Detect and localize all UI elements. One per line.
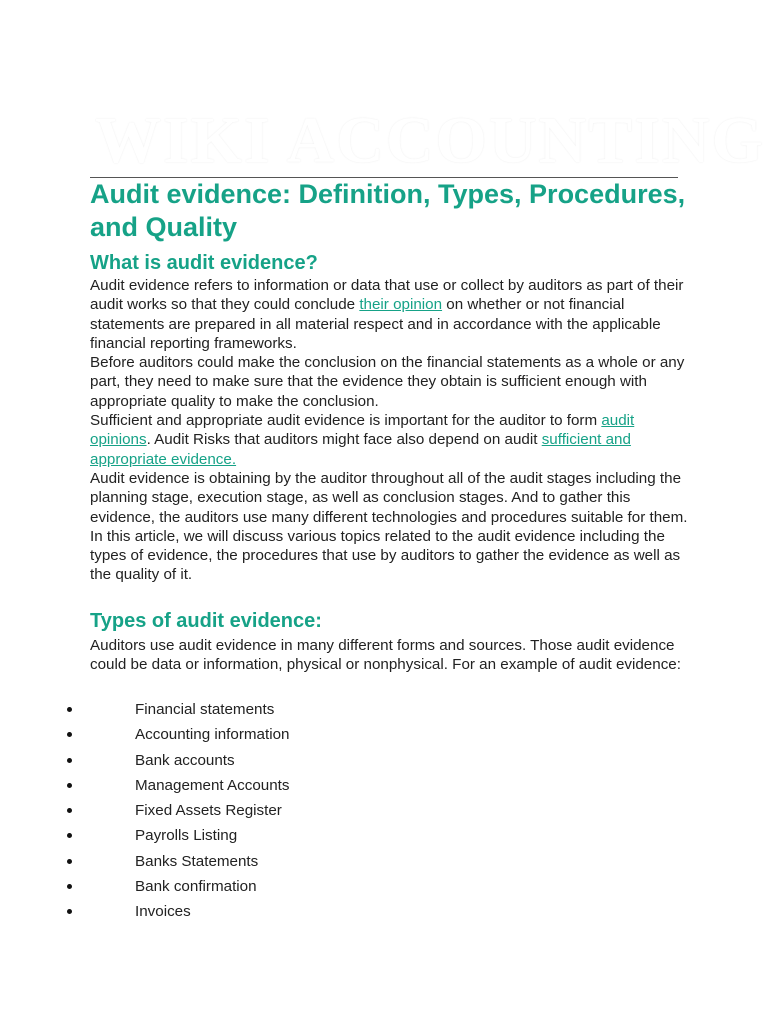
list-item [0, 725, 400, 750]
paragraph-audit-stages: Audit evidence is obtaining by the auditor throughout all of the audit stages including the planning stage, execution stage, as well as conclusion stages. And to gather this evidence, the auditors use many different technologies and procedures suitable for them. [90, 469, 688, 526]
link-their-opinion[interactable]: their opinion [359, 296, 443, 314]
bullet-icon [67, 909, 72, 914]
paragraph-text: . Audit Risks that auditors might face also depend on audit [146, 431, 542, 449]
bullet-icon [67, 758, 72, 763]
paragraph-before-conclusion: Before auditors could make the conclusion on the financial statements as a whole or any part, they need to make sure that the evidence they obtain is sufficient enough with appropriate quality to make the conclusion. [90, 354, 685, 410]
list-item-label: Management Accounts [135, 776, 290, 794]
paragraph-text: Audit evidence refers to information or data that use or collect by auditors as part of their audit works so that they could conclude [90, 277, 684, 314]
paragraph-definition [90, 276, 690, 353]
document-title: Audit evidence: Definition, Types, Procedures, and Quality [90, 179, 686, 242]
list-item-label: Accounting information [135, 726, 290, 744]
paragraph-sufficient [90, 411, 690, 469]
list-item [0, 826, 400, 851]
paragraph-text: on whether or not financial statements are prepared in all material respect and in accordance with the applicable financial reporting frameworks. [90, 296, 661, 352]
paragraph-article-scope: In this article, we will discuss various topics related to the audit evidence including the types of evidence, the procedures that use by auditors to gather the evidence as well as the quality of it. [90, 527, 681, 584]
bullet-icon [67, 859, 72, 864]
section-heading-what-is: What is audit evidence? [90, 252, 318, 274]
list-item-label: Invoices [135, 903, 191, 921]
list-item-label: Payrolls Listing [135, 827, 238, 845]
section-heading-types: Types of audit evidence: [90, 610, 322, 632]
bullet-icon [67, 783, 72, 788]
bullet-icon [67, 884, 72, 889]
list-item-label: Bank accounts [135, 751, 235, 769]
bullet-icon [67, 732, 72, 737]
link-sufficient-evidence[interactable]: sufficient and appropriate evidence. [90, 431, 631, 468]
link-audit-opinions[interactable]: audit opinions [90, 412, 635, 449]
bullet-icon [67, 707, 72, 712]
list-item-label: Banks Statements [135, 852, 259, 870]
section-body-types [90, 636, 690, 675]
watermark-text: WIKI ACCOUNTING [95, 108, 765, 174]
list-item [0, 776, 400, 801]
paragraph-text: Sufficient and appropriate audit evidence is important for the auditor to form [90, 412, 602, 430]
list-item [0, 877, 400, 902]
list-item [0, 700, 400, 725]
bullet-icon [67, 808, 72, 813]
list-item [0, 751, 400, 776]
list-item [0, 902, 400, 927]
list-item [0, 801, 400, 826]
list-item-label: Financial statements [135, 701, 275, 718]
list-item [0, 852, 400, 877]
paragraph-types-intro: Auditors use audit evidence in many different forms and sources. Those audit evidence could be data or information, physical or nonphysical. For an example of audit evidence: [90, 637, 681, 674]
bullet-icon [67, 833, 72, 838]
list-item-label: Bank confirmation [135, 878, 257, 896]
evidence-list [0, 700, 400, 928]
section-body-what-is [90, 276, 690, 585]
list-item-label: Fixed Assets Register [135, 802, 282, 820]
